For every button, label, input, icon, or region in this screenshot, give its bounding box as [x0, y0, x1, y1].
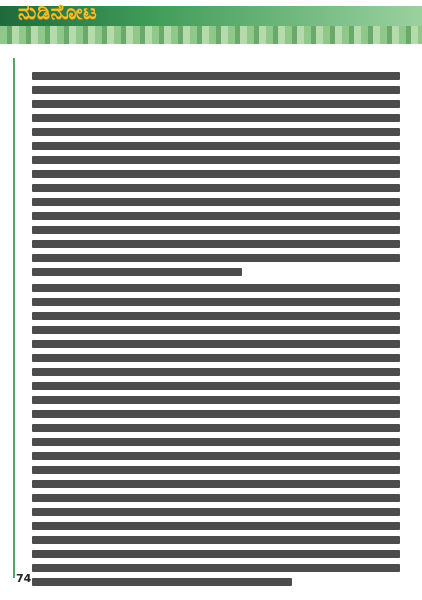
- text-line: [32, 396, 400, 404]
- text-line: [32, 100, 400, 108]
- text-line: [32, 128, 400, 136]
- text-line: [32, 268, 242, 276]
- text-line: [32, 564, 400, 572]
- text-line: [32, 326, 400, 334]
- body-text-area: [32, 72, 400, 576]
- text-line: [32, 578, 292, 586]
- text-line: [32, 184, 400, 192]
- text-line: [32, 494, 400, 502]
- page-number: 74: [16, 572, 32, 585]
- text-line: [32, 480, 400, 488]
- paragraph-2: [32, 284, 400, 592]
- text-line: [32, 368, 400, 376]
- text-line: [32, 312, 400, 320]
- text-line: [32, 254, 400, 262]
- text-line: [32, 550, 400, 558]
- text-line: [32, 522, 400, 530]
- text-line: [32, 198, 400, 206]
- text-line: [32, 142, 400, 150]
- text-line: [32, 72, 400, 80]
- page-header: [0, 0, 422, 58]
- text-line: [32, 466, 400, 474]
- text-line: [32, 86, 400, 94]
- text-line: [32, 438, 400, 446]
- text-line: [32, 284, 400, 292]
- paragraph-1: [32, 72, 400, 282]
- text-line: [32, 298, 400, 306]
- text-line: [32, 354, 400, 362]
- text-line: [32, 508, 400, 516]
- text-line: [32, 170, 400, 178]
- section-title: ನುಡಿನೋಟ: [18, 0, 98, 24]
- text-line: [32, 452, 400, 460]
- left-border-line: [13, 58, 15, 578]
- text-line: [32, 410, 400, 418]
- text-line: [32, 536, 400, 544]
- leaf-decoration: [0, 26, 422, 44]
- text-line: [32, 156, 400, 164]
- text-line: [32, 114, 400, 122]
- text-line: [32, 226, 400, 234]
- text-line: [32, 340, 400, 348]
- text-line: [32, 240, 400, 248]
- text-line: [32, 424, 400, 432]
- text-line: [32, 382, 400, 390]
- text-line: [32, 212, 400, 220]
